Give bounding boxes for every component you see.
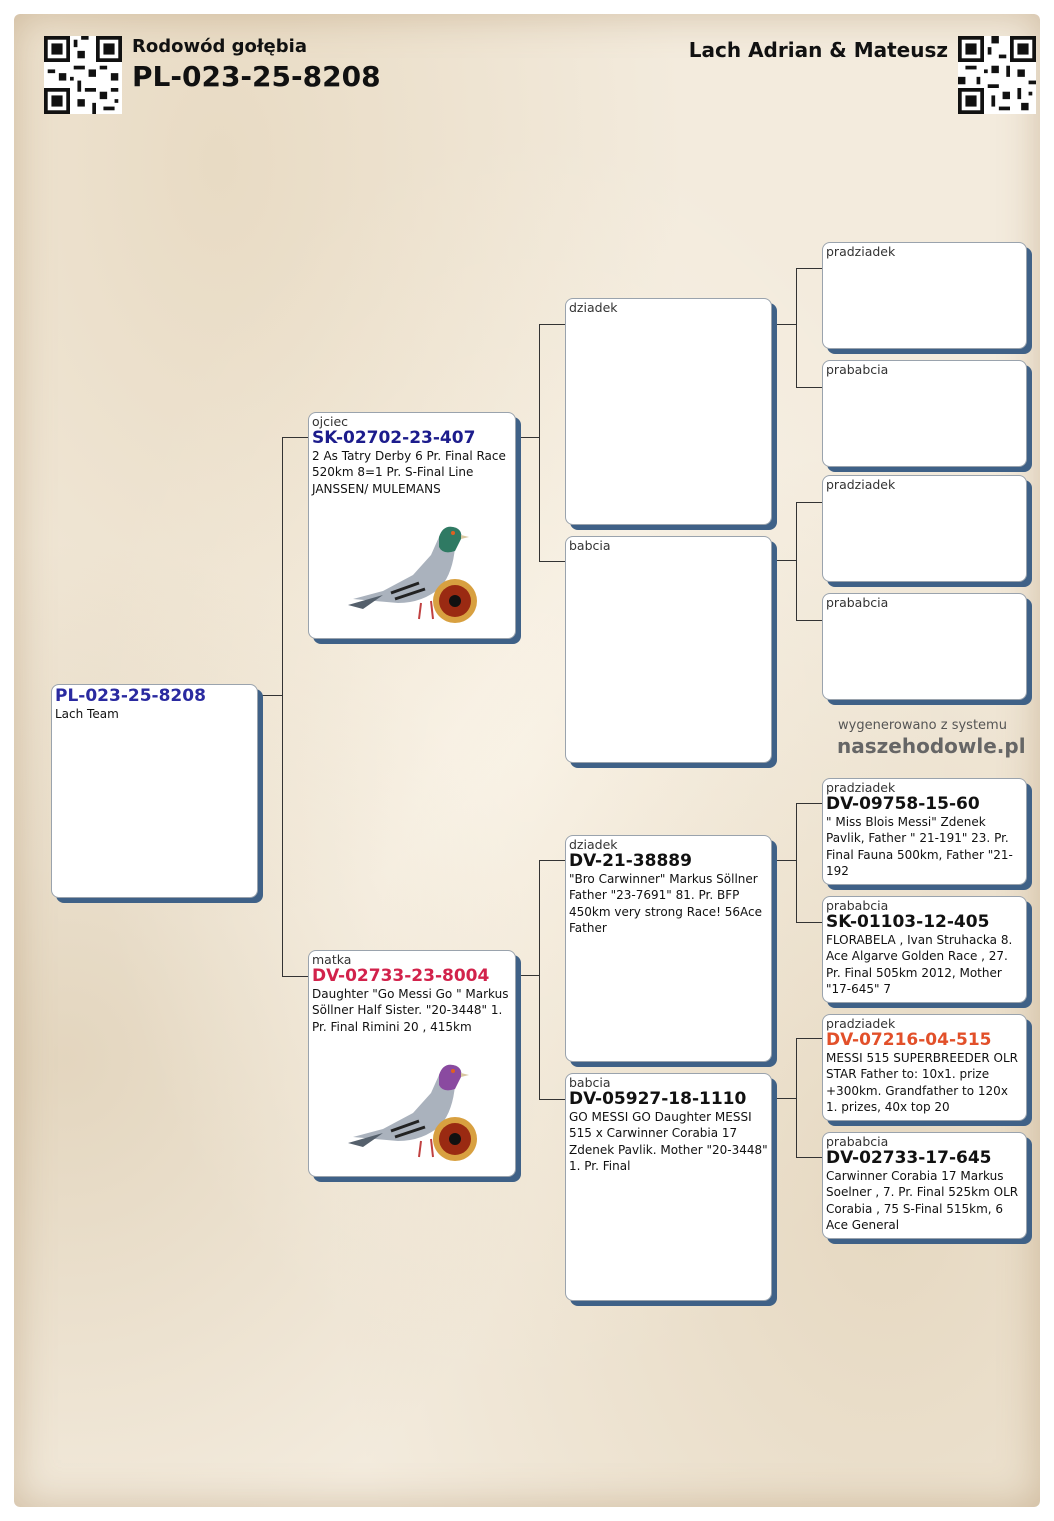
connector [777,860,796,861]
connector [520,975,539,976]
pedigree-card-great-granddam[interactable] [822,593,1027,700]
pigeon-description: MESSI 515 SUPERBREEDER OLR STAR Father to: 10x1. prize +300km. Grandfather to 120x 1. prizes, 40x top 20 [826,1051,1018,1114]
ring-number: DV-02733-17-645 [826,1148,992,1168]
pedigree-card-great-grandsire[interactable] [822,242,1027,349]
connector [262,695,282,696]
ring-number: SK-01103-12-405 [826,912,990,932]
pigeon-description: GO MESSI GO Daughter MESSI 515 x Carwinner Corabia 17 Zdenek Pavlik. Mother "20-3448" 1. Pr. Final [569,1110,768,1173]
pigeon-description: Carwinner Corabia 17 Markus Soelner , 7. Pr. Final 525km OLR Corabia , 75 S-Final 515km, 6 Ace General [826,1169,1019,1232]
pedigree-card-great-granddam[interactable] [822,1132,1027,1239]
relation-label: dziadek [569,837,618,852]
pedigree-card-dam[interactable] [308,950,516,1177]
connector [796,268,823,388]
pedigree-card-sire[interactable] [308,412,516,639]
pedigree-card-great-grandsire[interactable] [822,475,1027,582]
pigeon-description: Daughter "Go Messi Go " Markus Söllner Half Sister. "20-3448" 1. Pr. Final Rimini 20 , 415km [312,987,509,1034]
relation-label: pradziadek [826,244,896,259]
connector [282,437,309,977]
ring-number: SK-02702-23-407 [312,428,476,448]
ring-number: DV-07216-04-515 [826,1030,992,1050]
document-ring-number: PL-023-25-8208 [132,60,381,93]
pigeon-description: " Miss Blois Messi" Zdenek Pavlik, Father " 21-191" 23. Pr. Final Fauna 500km, Father "21-192 [826,815,1013,878]
connector [796,502,823,621]
relation-label: pradziadek [826,780,896,795]
pigeon-description: 2 As Tatry Derby 6 Pr. Final Race 520km 8=1 Pr. S-Final Line JANSSEN/ MULEMANS [312,449,506,496]
pigeon-photo [343,517,483,632]
connector [796,803,823,923]
pedigree-card-great-granddam[interactable] [822,360,1027,467]
relation-label: pradziadek [826,1016,896,1031]
connector [777,324,796,325]
relation-label: dziadek [569,300,618,315]
relation-label: babcia [569,538,611,553]
ring-number: DV-21-38889 [569,851,692,871]
watermark-site[interactable]: naszehodowle.pl [837,734,1026,758]
ring-number: DV-02733-23-8004 [312,966,490,986]
relation-label: prababcia [826,595,889,610]
pigeon-photo [343,1055,483,1170]
connector [777,560,796,561]
relation-label: ojciec [312,414,349,429]
connector [539,860,566,1100]
relation-label: pradziadek [826,477,896,492]
document-subtitle: Rodowód gołębia [132,36,307,57]
pedigree-card-sire-dam[interactable] [565,536,772,763]
qr-code-icon[interactable] [958,36,1036,114]
connector [796,1038,823,1158]
connector [777,1098,796,1099]
pigeon-description: "Bro Carwinner" Markus Söllner Father "23-7691" 81. Pr. BFP 450km very strong Race! 56Ace Father [569,872,762,935]
ring-number: DV-05927-18-1110 [569,1089,747,1109]
watermark-caption: wygenerowano z systemu [838,718,1007,733]
relation-label: prababcia [826,898,889,913]
pedigree-card-great-granddam[interactable] [822,896,1027,1003]
relation-label: babcia [569,1075,611,1090]
ring-number: PL-023-25-8208 [55,686,206,706]
relation-label: prababcia [826,1134,889,1149]
qr-code-icon[interactable] [44,36,122,114]
pigeon-description: Lach Team [55,707,119,721]
connector [539,324,566,562]
connector [520,437,539,438]
pedigree-card-subject[interactable] [51,684,258,898]
relation-label: matka [312,952,352,967]
owner-name: Lach Adrian & Mateusz [688,38,948,62]
pedigree-card-sire-sire[interactable] [565,298,772,525]
pedigree-card-dam-dam[interactable] [565,1073,772,1301]
relation-label: prababcia [826,362,889,377]
pedigree-card-great-grandsire[interactable] [822,1014,1027,1121]
ring-number: DV-09758-15-60 [826,794,980,814]
pigeon-description: FLORABELA , Ivan Struhacka 8. Ace Algarve Golden Race , 27. Pr. Final 505km 2012, Mother "17-645" 7 [826,933,1013,996]
pedigree-card-dam-sire[interactable] [565,835,772,1062]
pedigree-card-great-grandsire[interactable] [822,778,1027,885]
